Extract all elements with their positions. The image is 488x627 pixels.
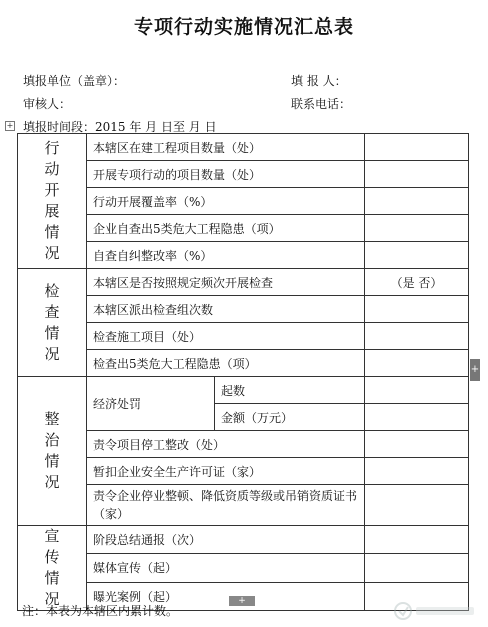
- watermark-logo-icon: [392, 600, 478, 622]
- row-label: 阶段总结通报（次）: [87, 526, 365, 554]
- reporting-period-label: 填报时间段：2015 年 月 日至 月 日: [23, 120, 217, 134]
- economic-penalty-label: 经济处罚: [87, 377, 215, 431]
- value-cell[interactable]: [365, 485, 469, 526]
- reviewer-label: 审核人：: [23, 97, 72, 111]
- add-row-handle-icon[interactable]: +: [229, 596, 255, 606]
- table-move-handle-icon[interactable]: +: [6, 121, 14, 130]
- value-cell[interactable]: [365, 554, 469, 582]
- row-label: 本辖区派出检查组次数: [87, 296, 365, 323]
- row-label: 本辖区是否按照规定频次开展检查: [87, 269, 365, 296]
- section-publicity-label: 宣传情况: [18, 526, 87, 611]
- filler-label: 填 报 人：: [291, 74, 347, 88]
- value-cell[interactable]: [365, 134, 469, 161]
- table-row: [18, 269, 469, 296]
- form-title: 专项行动实施情况汇总表: [133, 16, 354, 38]
- value-cell[interactable]: [365, 215, 469, 242]
- row-label: 企业自查出5类危大工程隐患（项）: [87, 215, 365, 242]
- penalty-amount-label: 金额（万元）: [215, 404, 365, 431]
- row-label: 曝光案例（起）: [87, 582, 365, 610]
- row-label: 检查施工项目（处）: [87, 323, 365, 350]
- table-row: [18, 526, 469, 554]
- row-label: 检查出5类危大工程隐患（项）: [87, 350, 365, 377]
- value-cell[interactable]: [365, 161, 469, 188]
- contact-phone-label: 联系电话：: [291, 97, 352, 111]
- value-cell[interactable]: [365, 458, 469, 485]
- table-row: [18, 134, 469, 161]
- row-label: 责令项目停工整改（处）: [87, 431, 365, 458]
- row-label: 行动开展覆盖率（%）: [87, 188, 365, 215]
- yes-no-value[interactable]: （是 否）: [365, 269, 469, 296]
- summary-table: [17, 133, 469, 611]
- row-label: 开展专项行动的项目数量（处）: [87, 161, 365, 188]
- section-action-label: 行动开展情况: [18, 134, 87, 269]
- value-cell[interactable]: [365, 188, 469, 215]
- section-rectification-label: 整治情况: [18, 377, 87, 526]
- section-inspection-label: 检查情况: [18, 269, 87, 377]
- value-cell[interactable]: [365, 404, 469, 431]
- row-label: 本辖区在建工程项目数量（处）: [87, 134, 365, 161]
- row-label: 自查自纠整改率（%）: [87, 242, 365, 269]
- value-cell[interactable]: [365, 350, 469, 377]
- value-cell[interactable]: [365, 431, 469, 458]
- table-row: [18, 377, 469, 404]
- table-resize-handle-icon[interactable]: +: [470, 359, 480, 381]
- penalty-count-label: 起数: [215, 377, 365, 404]
- filling-unit-label: 填报单位（盖章）：: [23, 74, 126, 88]
- value-cell[interactable]: [365, 526, 469, 554]
- value-cell[interactable]: [365, 242, 469, 269]
- row-label: 暂扣企业安全生产许可证（家）: [87, 458, 365, 485]
- row-label: 责令企业停业整顿、降低资质等级或吊销资质证书（家）: [87, 485, 365, 526]
- row-label: 媒体宣传（起）: [87, 554, 365, 582]
- value-cell[interactable]: [365, 323, 469, 350]
- footnote: 注：本表为本辖区内累计数。: [22, 604, 179, 618]
- value-cell[interactable]: [365, 377, 469, 404]
- value-cell[interactable]: [365, 296, 469, 323]
